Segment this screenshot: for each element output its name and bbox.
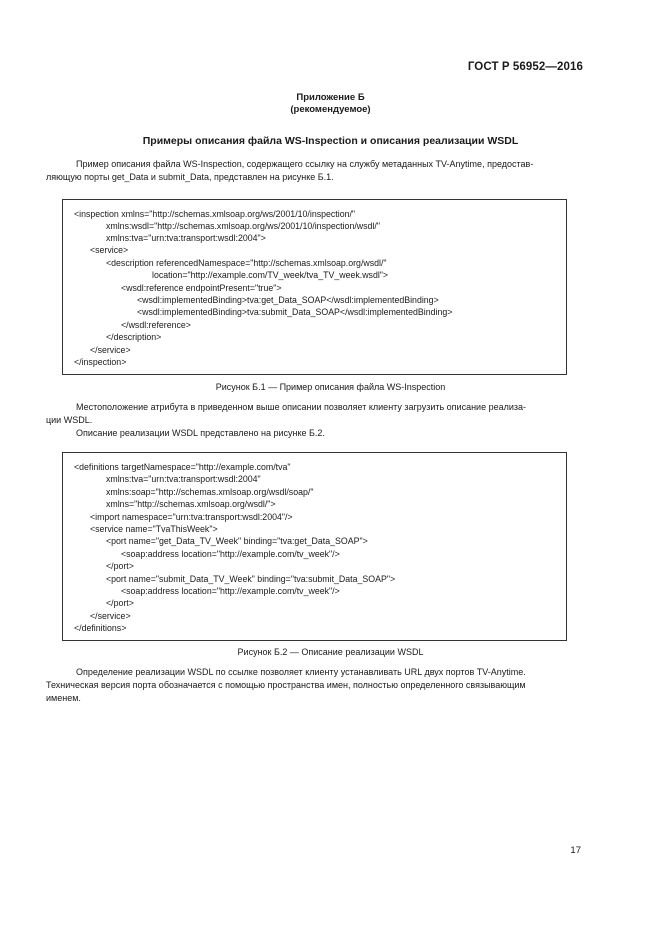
- code-line: xmlns:wsdl="http://schemas.xmlsoap.org/ws/2001/10/inspection/wsdl/": [106, 221, 380, 231]
- closing-line: Определение реализации WSDL по ссылке позволяет клиенту устанавливать URL двух портов TV-Anytime.: [76, 667, 526, 677]
- appendix-subtitle: (рекомендуемое): [290, 104, 371, 115]
- figure-2-caption: Рисунок Б.2 — Описание реализации WSDL: [237, 647, 424, 657]
- middle-line: Местоположение атрибута в приведенном выше описании позволяет клиенту загрузить описание реализа-: [76, 402, 527, 412]
- code-line: <wsdl:implementedBinding>tva:get_Data_SOAP</wsdl:implementedBinding>: [137, 295, 439, 305]
- intro-paragraph: [46, 158, 581, 184]
- code-line: </description>: [106, 332, 162, 342]
- code-line: <service name="TvaThisWeek">: [90, 524, 218, 534]
- code-line: <wsdl:reference endpointPresent="true">: [121, 283, 282, 293]
- code-line: <port name="get_Data_TV_Week" binding="tva:get_Data_SOAP">: [106, 536, 368, 546]
- code-line: <wsdl:implementedBinding>tva:submit_Data_SOAP</wsdl:implementedBinding>: [137, 307, 453, 317]
- code-line: </definitions>: [74, 623, 127, 633]
- code-line: </port>: [106, 598, 134, 608]
- figure-2-code-box: [62, 452, 567, 641]
- appendix-title: Приложение Б: [296, 92, 365, 103]
- code-line: </inspection>: [74, 357, 127, 367]
- intro-line: ляющую порты get_Data и submit_Data, представлен на рисунке Б.1.: [46, 172, 334, 182]
- intro-line: Пример описания файла WS-Inspection, содержащего ссылку на службу метаданных TV-Anytime, предостав-: [76, 159, 534, 169]
- closing-paragraph: [46, 666, 581, 705]
- standard-designation: ГОСТ Р 56952—2016: [467, 61, 583, 73]
- code-line: <port name="submit_Data_TV_Week" binding="tva:submit_Data_SOAP">: [106, 574, 396, 584]
- middle-line: Описание реализации WSDL представлено на рисунке Б.2.: [76, 428, 325, 438]
- code-line: </port>: [106, 561, 134, 571]
- appendix-heading: [0, 92, 661, 116]
- closing-line: Техническая версия порта обозначается с помощью пространства имен, полностью определенного связывающим: [46, 680, 526, 690]
- code-line: location="http://example.com/TV_week/tva_TV_week.wsdl">: [152, 270, 389, 280]
- code-line: </service>: [90, 611, 131, 621]
- code-line: <import namespace="urn:tva:transport:wsdl:2004"/>: [90, 512, 293, 522]
- code-line: xmlns="http://schemas.xmlsoap.org/wsdl/">: [106, 499, 276, 509]
- section-title: Примеры описания файла WS-Inspection и описания реализации WSDL: [142, 135, 519, 147]
- code-line: <soap:address location="http://example.com/tv_week"/>: [121, 586, 340, 596]
- code-line: xmlns:tva="urn:tva:transport:wsdl:2004": [106, 474, 261, 484]
- code-line: <description referencedNamespace="http://schemas.xmlsoap.org/wsdl/": [106, 258, 387, 268]
- middle-paragraph: [46, 401, 581, 440]
- code-line: <inspection xmlns="http://schemas.xmlsoap.org/ws/2001/10/inspection/": [74, 209, 356, 219]
- middle-line: ции WSDL.: [46, 415, 93, 425]
- figure-1-code-box: [62, 199, 567, 375]
- code-line: <definitions targetNamespace="http://example.com/tva": [74, 462, 291, 472]
- code-line: </wsdl:reference>: [121, 320, 191, 330]
- code-line: xmlns:tva="urn:tva:transport:wsdl:2004">: [106, 233, 266, 243]
- page-number: 17: [570, 845, 581, 856]
- figure-1-caption: Рисунок Б.1 — Пример описания файла WS-Inspection: [215, 382, 446, 392]
- code-line: <service>: [90, 245, 129, 255]
- closing-line: именем.: [46, 693, 81, 703]
- code-line: </service>: [90, 345, 131, 355]
- code-line: xmlns:soap="http://schemas.xmlsoap.org/wsdl/soap/": [106, 487, 314, 497]
- code-line: <soap:address location="http://example.com/tv_week"/>: [121, 549, 340, 559]
